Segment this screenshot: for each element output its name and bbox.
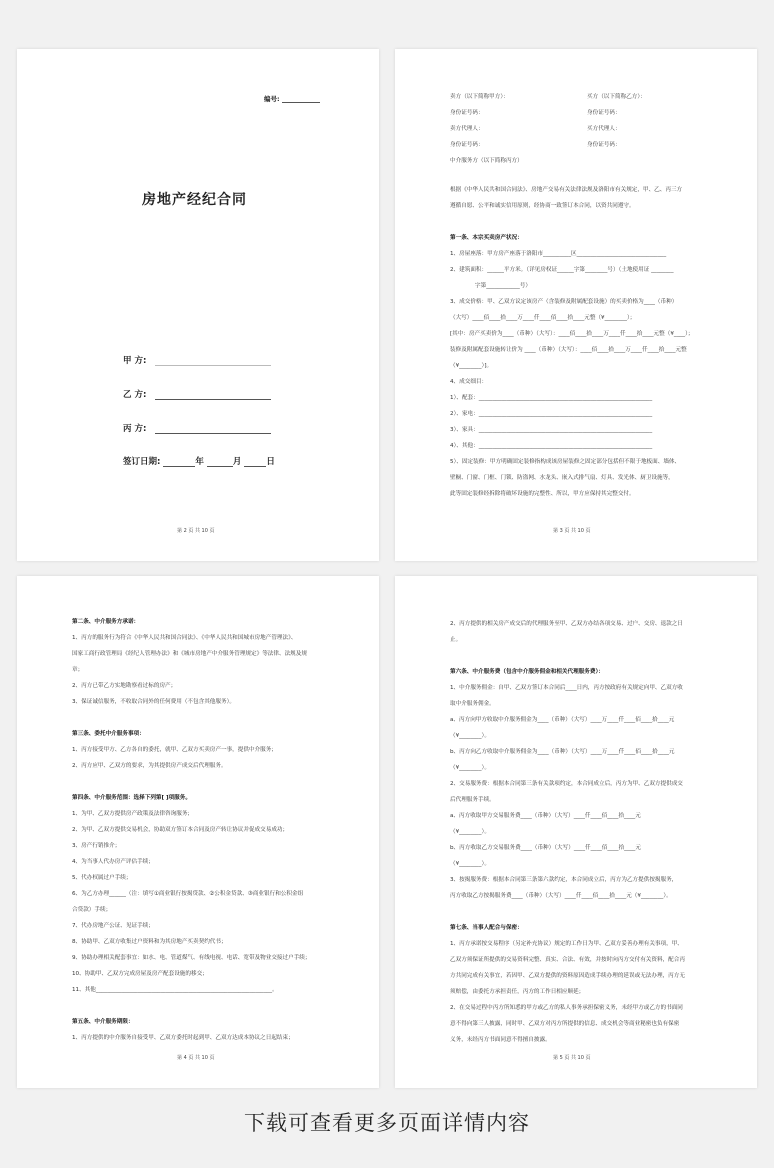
contract-page-cover — [17, 49, 379, 561]
clause-line: 买方（以下简称乙方）： — [587, 94, 646, 100]
clause-heading: 第七条、当事人配合与保密： — [450, 925, 523, 931]
clause-line: a、丙方向甲方收取中介服务佣金为____（币种）（大写）____万____仟____佰____拾____元 — [450, 717, 675, 723]
day-blank — [244, 457, 266, 467]
clause-line: 5）、固定装修：甲方明确固定装修指构成该房屋装修之固定部分包括但不限于地板面、墙体、 — [450, 459, 681, 465]
clause-line: 止。 — [450, 637, 462, 643]
clause-line: 卖方代理人： — [450, 126, 484, 132]
clause-line: 买方代理人： — [587, 126, 621, 132]
year-label: 年 — [195, 457, 204, 467]
clause-heading: 第五条、中介服务期限： — [72, 1019, 134, 1025]
clause-line: 2、丙方提供的相关房产成交后的代理服务至甲、乙双方办结各项交易、过户、交房、退款之日 — [450, 621, 683, 627]
party-b-label: 乙 方: — [123, 390, 147, 400]
clause-line: 方共同完成有关事宜，若因甲、乙双方提供的资料原因造成手续办理的延误或无法办理，丙方无 — [450, 973, 685, 979]
clause-line: 意不得向第三人披露，同时甲、乙双方对丙方所提供的信息、成交机会等商业秘密也负有保密 — [450, 1021, 680, 1027]
clause-line: 壁橱、门窗、门框、门锁、防盗网、水龙头、嵌入式排气扇、灯具、发光体、厨卫设施等， — [450, 475, 674, 481]
clause-line: （¥________）。 — [450, 861, 490, 867]
clause-line: （¥________）。 — [450, 733, 490, 739]
clause-line: 身份证号码： — [587, 142, 621, 148]
day-label: 日 — [266, 457, 275, 467]
clause-line: 身份证号码： — [450, 142, 484, 148]
clause-line: 3、按揭服务费：根据本合同第三条第六款约定，本合同成立后，丙方为乙方提供按揭服务， — [450, 877, 678, 883]
clause-line: 中介服务方（以下简称丙方） — [450, 158, 523, 164]
page-footer: 第 5 页 共 10 页 — [553, 1055, 591, 1061]
clause-line: 1、中介服务佣金：自甲、乙双方签订本合同后____日内，丙方按政府有关规定向甲、乙双方收 — [450, 685, 683, 691]
clause-line: 根据《中华人民共和国合同法》、房地产交易有关法律法规及洛阳市有关规定，甲、乙、丙三方 — [450, 187, 683, 193]
clause-line: 1、为甲、乙双方提供房产政策及法律咨询服务； — [72, 811, 194, 817]
clause-line: 须赔偿，由委托方承担责任，丙方的工作日相应顺延； — [450, 989, 585, 995]
clause-heading: 第三条、委托中介服务事项： — [72, 731, 145, 737]
clause-line: 2、为甲、乙双方提供交易机会，协助双方签订本合同及房产转让协议并促成交易成功； — [72, 827, 289, 833]
clause-line: 2、丙方已带乙方实地勘察看过标的房产； — [72, 683, 177, 689]
party-c-row — [123, 422, 271, 434]
clause-line: 丙方收取乙方按揭服务费____（币种）（大写）____仟____佰____拾____元（¥________）。 — [450, 893, 672, 899]
clause-line: 4、成交细目： — [450, 379, 488, 385]
clause-line: （¥________）]。 — [450, 363, 493, 369]
clause-line: 10、协助甲、乙双方完成房屋及房产配套设施的移交； — [72, 971, 208, 977]
clause-line: 3、成交价格：甲、乙双方议定该房产（含装修及附属配套设施）的买卖价格为____（币种） — [450, 299, 678, 305]
clause-line: a、丙方收取甲方交易服务费____（币种）（大写）____仟____佰____拾____元 — [450, 813, 641, 819]
clause-line: [其中：房产买卖价为____（币种）（大写）：____佰____拾____万____仟____拾____元整（¥____）； — [450, 331, 694, 337]
clause-line: （¥________）。 — [450, 829, 490, 835]
clause-line: 6、为乙方办理______（注：填写①商业银行按揭贷款、②公积金贷款、③商业银行和公积金组 — [72, 891, 304, 897]
clause-line: 4、为当事人代办房产评估手续； — [72, 859, 154, 865]
clause-line: 1、房屋座落：甲方房产座落于洛阳市__________区________________________________ — [450, 251, 667, 257]
clause-line: b、丙方向乙方收取中介服务佣金为____（币种）（大写）____万____仟____佰____拾____元 — [450, 749, 675, 755]
clause-line: 1）、配套：______________________________________________________________ — [450, 395, 653, 401]
clause-line: 2、在交易过程中丙方所知悉的甲方或乙方的私人事务承担保密义务，未经甲方或乙方的书面同 — [450, 1005, 683, 1011]
clause-line: 遵循自愿、公平和诚实信用原则，经协商一致签订本合同，以资共同遵守。 — [450, 203, 635, 209]
download-caption: 下载可查看更多页面详情内容 — [244, 1111, 530, 1135]
contract-number-label: 编号: — [264, 95, 280, 103]
party-a-label: 甲 方: — [123, 356, 147, 366]
clause-line: 8、协助甲、乙双方收集过户资料和为其房地产买卖契约代书； — [72, 939, 227, 945]
contract-page-3 — [17, 576, 379, 1088]
clause-line: 1、丙方接受甲方、乙方各自的委托，就甲、乙双方买卖房产一事，提供中介服务； — [72, 747, 277, 753]
clause-line: 11、其他_______________________________________________________________。 — [72, 987, 278, 993]
clause-line: 1、丙方承诺按交易程序（另定补充协议）规定的工作日为甲、乙双方妥善办理有关事项，甲、 — [450, 941, 683, 947]
party-a-blank — [155, 356, 271, 366]
clause-line: （大写）____佰____拾____万____仟____佰____拾____元整（¥________）； — [450, 315, 636, 321]
clause-line: 身份证号码： — [450, 110, 484, 116]
clause-line: 2、交易服务费：根据本合同第三条有关款项约定，本合同成立后，丙方为甲、乙双方提供成交 — [450, 781, 683, 787]
sign-date-label: 签订日期: — [123, 457, 161, 467]
contract-number-field — [264, 94, 320, 103]
clause-line: 乙双方须保证所提供的交易资料完整、真实、合法、有效，并按时向丙方交付有关资料，配合丙 — [450, 957, 685, 963]
clause-line: 取中介服务佣金。 — [450, 701, 495, 707]
contract-page-2 — [395, 49, 757, 561]
clause-line: 3、保证诚信服务，不收取合同外的任何费用（不包含其他服务）。 — [72, 699, 235, 705]
party-a-row — [123, 354, 271, 366]
clause-line: 9、协助办理相关配套事宜：如水、电、管道煤气、有线电视、电话、宽带及物业交接过户手续； — [72, 955, 311, 961]
page-footer: 第 2 页 共 10 页 — [177, 528, 215, 534]
clause-line: 国家工商行政管理局《经纪人管理办法》和《城市房地产中介服务管理规定》等法律、法规及规 — [72, 651, 307, 657]
contract-page-4 — [395, 576, 757, 1088]
clause-line: 2、建筑面积：______平方米。（详见房权证______字第________号）（土地使用证 ________ — [450, 267, 674, 273]
sign-date-row — [123, 455, 275, 467]
clause-line: 字第____________号） — [475, 283, 531, 289]
month-blank — [207, 457, 233, 467]
party-b-row — [123, 388, 271, 400]
clause-line: 卖方（以下简称甲方）： — [450, 94, 509, 100]
clause-line: 3）、家具：______________________________________________________________ — [450, 427, 653, 433]
clause-line: 义务，未经丙方书面同意不得擅自披露。 — [450, 1037, 551, 1043]
clause-line: 此等固定装修经拆除将破坏设施的完整性、所以，甲方应保持其完整交付。 — [450, 491, 635, 497]
year-blank — [163, 457, 195, 467]
clause-line: 3、房产行销推介； — [72, 843, 121, 849]
clause-line: 7、代办房地产公证、见证手续； — [72, 923, 154, 929]
clause-line: 章； — [72, 667, 84, 673]
page-footer: 第 3 页 共 10 页 — [553, 528, 591, 534]
clause-line: （¥________）。 — [450, 765, 490, 771]
clause-line: 装修及附属配套设施转让价为 ____（币种）（大写）：____佰____拾____万____仟____拾____元整 — [450, 347, 687, 353]
clause-line: 5、代办权属过户手续； — [72, 875, 132, 881]
contract-title: 房地产经纪合同 — [142, 192, 247, 208]
contract-number-blank — [282, 95, 320, 103]
clause-line: 1、丙方的服务行为符合《中华人民共和国合同法》、《中华人民共和国城市房地产管理法》、 — [72, 635, 297, 641]
page-footer: 第 4 页 共 10 页 — [177, 1055, 215, 1061]
clause-heading: 第一条、本宗买卖房产状况： — [450, 235, 523, 241]
clause-line: 2）、家电：______________________________________________________________ — [450, 411, 653, 417]
clause-line: b、丙方收取乙方交易服务费____（币种）（大写）____仟____佰____拾____元 — [450, 845, 641, 851]
clause-heading: 第四条、中介服务范围：选择下列第[ ]项服务。 — [72, 795, 191, 801]
clause-line: 合贷款）手续； — [72, 907, 112, 913]
party-c-blank — [155, 424, 271, 434]
clause-line: 1、丙方提供的中介服务自接受甲、乙双方委托时起到甲、乙双方达成本协议之日起结束； — [72, 1035, 294, 1041]
clause-line: 4）、其他：______________________________________________________________ — [450, 443, 653, 449]
clause-heading: 第二条、中介服务方承诺： — [72, 619, 140, 625]
clause-line: 后代理服务手续。 — [450, 797, 495, 803]
party-b-blank — [155, 390, 271, 400]
clause-line: 2、丙方应甲、乙双方的要求，为其提供房产成交后代理服务。 — [72, 763, 227, 769]
clause-line: 身份证号码： — [587, 110, 621, 116]
clause-heading: 第六条、中介服务费（包含中介服务佣金和相关代理服务费）： — [450, 669, 604, 675]
party-c-label: 丙 方: — [123, 424, 147, 434]
month-label: 月 — [232, 457, 242, 467]
